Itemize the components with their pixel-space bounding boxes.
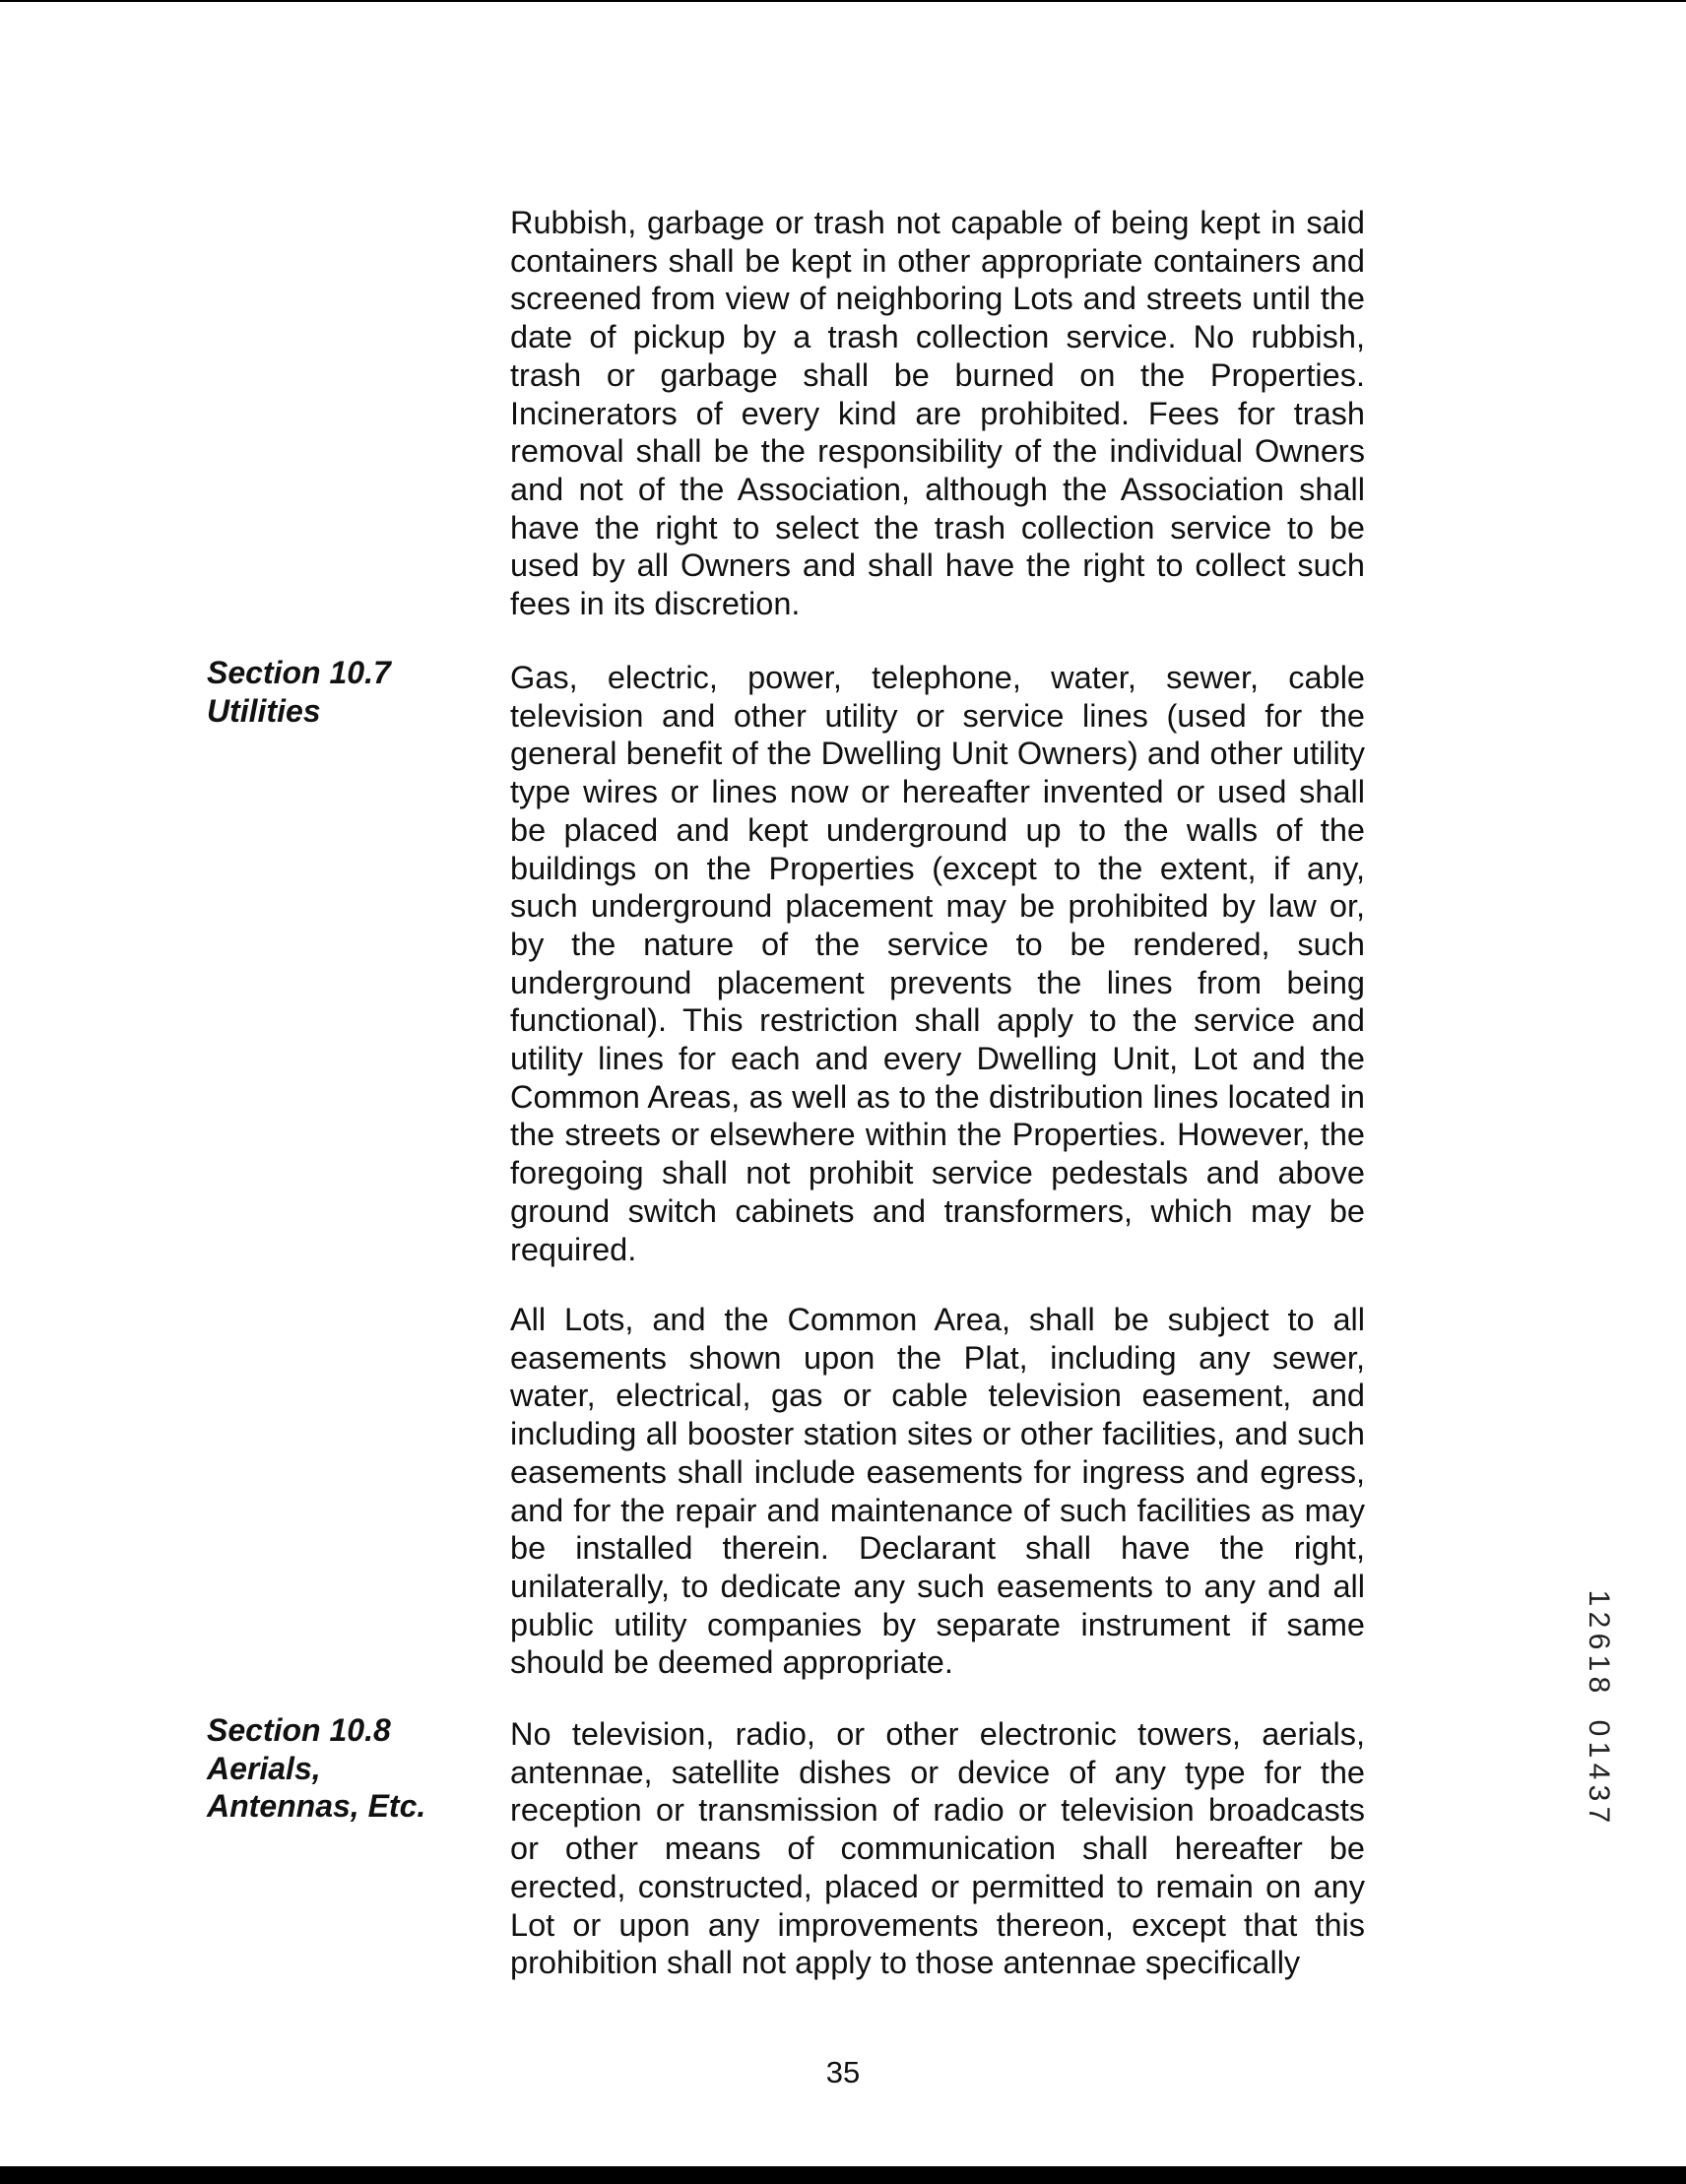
stamp-char: 2 [1583,1611,1615,1629]
section-10-8-title-line-2: Antennas, Etc. [207,1788,426,1824]
section-10-7-number: Section 10.7 [207,655,391,690]
stamp-char: 7 [1583,1806,1615,1824]
stamp-char: 4 [1583,1763,1615,1780]
section-10-7-heading [207,654,502,730]
section-10-7-title: Utilities [207,692,321,729]
stamp-char: 1 [1583,1654,1615,1672]
paragraph-trash-removal: Rubbish, garbage or trash not capable of being kept in said containers shall be kept in other appropriate containers and screened from view of neighboring Lots and streets until the date of pickup by a trash collection service. No rubbish, trash or garbage shall be burned on the Properties. Incinerators of every kind are prohibited. Fees for trash removal shall be the responsibility of the individual Owners and not of the Association, although the Association shall have the right to select the trash collection service to be used by all Owners and shall have the right to collect such fees in its discretion. [510,205,1365,622]
paragraph-utilities-underground: Gas, electric, power, telephone, water, sewer, cable television and other utility or service lines (used for the general benefit of the Dwelling Unit Owners) and other utility type wires or lines now or hereafter invented or used shall be placed and kept underground up to the walls of the buildings on the Properties (except to the extent, if any, such underground placement may be prohibited by law or, by the nature of the service to be rendered, such underground placement prevents the lines from being functional). This restriction shall apply to the service and utility lines for each and every Dwelling Unit, Lot and the Common Areas, as well as to the distribution lines located in the streets or elsewhere within the Properties. However, the foregoing shall not prohibit service pedestals and above ground switch cabinets and transformers, which may be required. [510,660,1365,1267]
stamp-char: 8 [1583,1676,1615,1694]
page-number: 35 [825,2055,861,2089]
paragraph-easements: All Lots, and the Common Area, shall be subject to all easements shown upon the Plat, including any sewer, water, electrical, gas or cable television easement, and including all booster station sites or other facilities, and such easements shall include easements for ingress and egress, and for the repair and maintenance of such facilities as may be installed therein. Declarant shall have the right, unilaterally, to dedicate any such easements to any and all public utility companies by separate instrument if same should be deemed appropriate. [510,1302,1365,1681]
stamp-char: 3 [1583,1784,1615,1802]
stamp-char: 0 [1583,1719,1615,1737]
stamp-char: 1 [1583,1589,1615,1607]
paragraph-aerials-antennas: No television, radio, or other electronic towers, aerials, antennae, satellite dishes or device of any type for the reception or transmission of radio or television broadcasts or other means of communication shall hereafter be erected, constructed, placed or permitted to remain on any Lot or upon any improvements thereon, except that this prohibition shall not apply to those antennae specifically [510,1716,1365,1981]
bottom-border-bar [0,2166,1686,2184]
stamp-char: 6 [1583,1633,1615,1650]
stamp-char: 1 [1583,1741,1615,1759]
section-10-8-title-line-1: Aerials, [207,1750,321,1786]
section-10-8-number: Section 10.8 [207,1712,391,1748]
section-10-8-heading [207,1711,502,1826]
recording-number-stamp [1579,1587,1618,1826]
top-border-line [0,0,1686,2]
